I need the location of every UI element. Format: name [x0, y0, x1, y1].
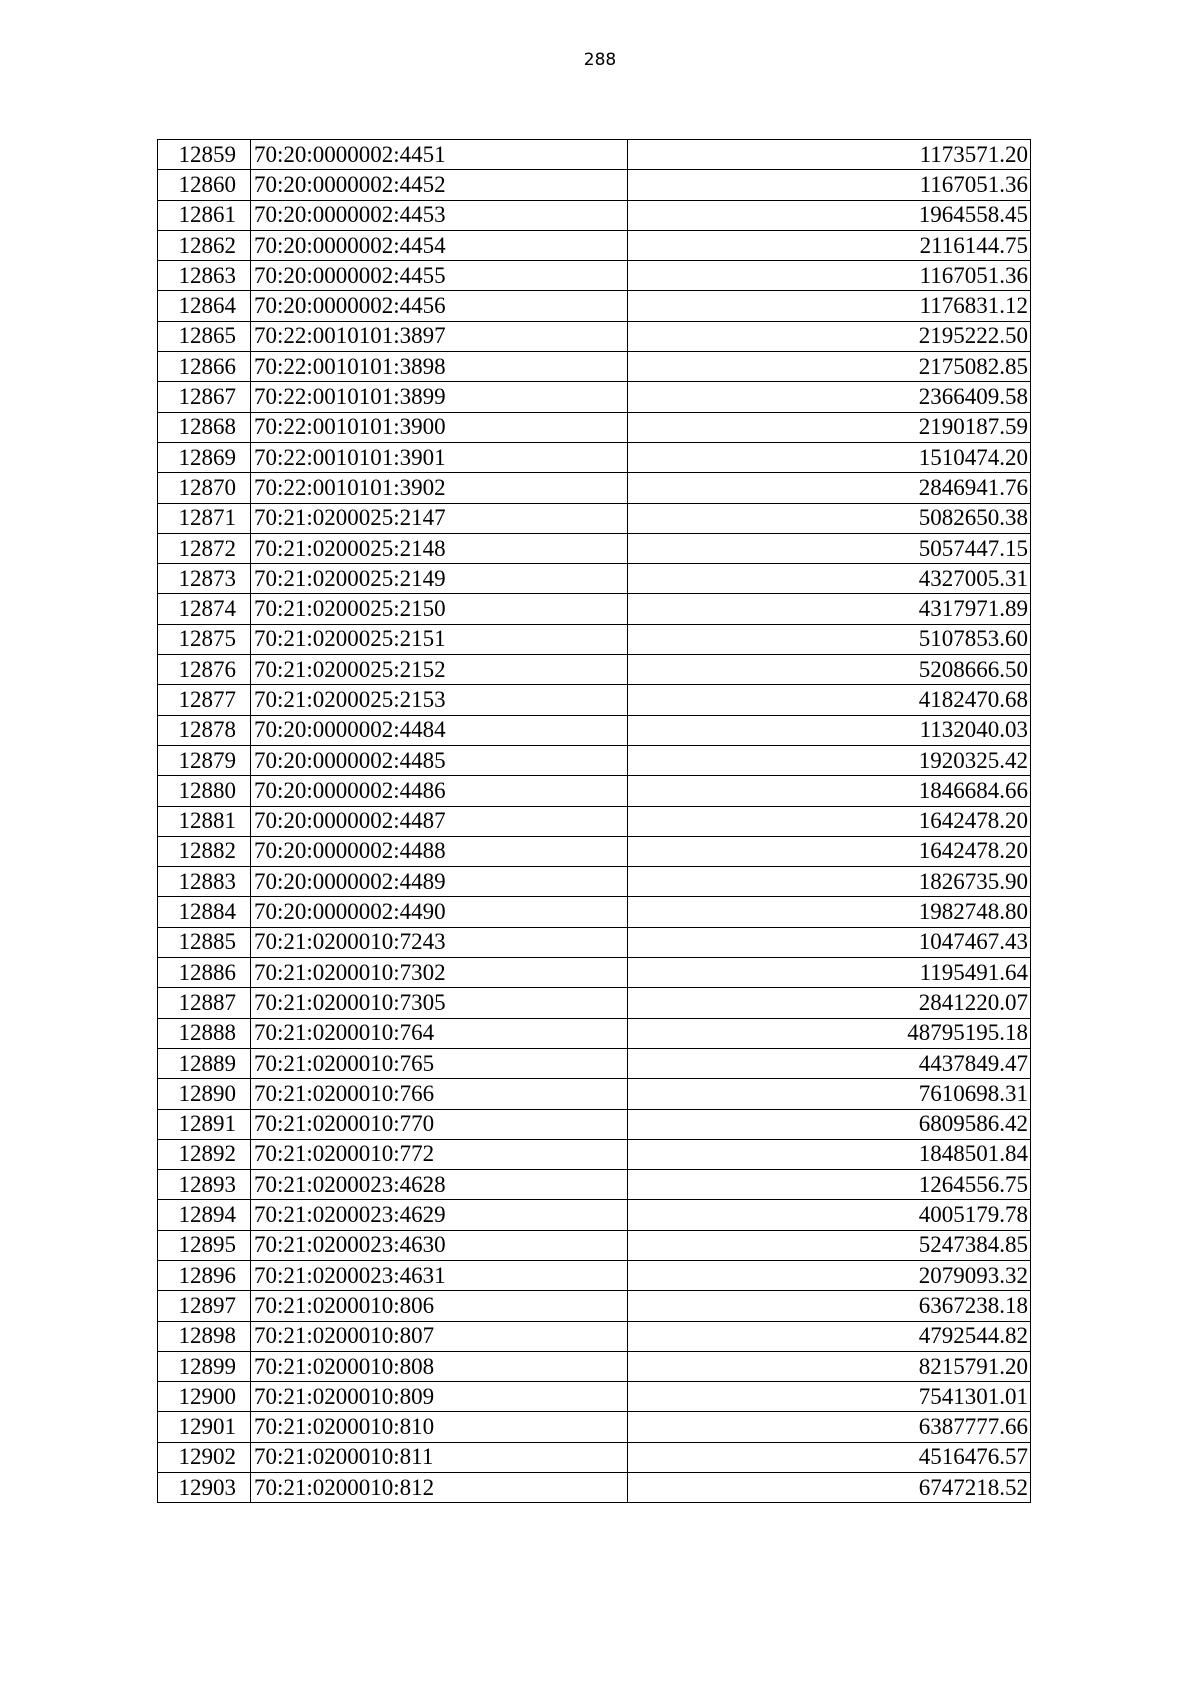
cadastral-value-cell: 4317971.89 [628, 594, 1031, 624]
table-row [158, 230, 1031, 260]
cadastral-value-cell: 1982748.80 [628, 897, 1031, 927]
cadastral-value-cell: 1848501.84 [628, 1139, 1031, 1169]
table-row [158, 685, 1031, 715]
cadastral-value-cell: 6747218.52 [628, 1473, 1031, 1503]
row-number-cell: 12897 [158, 1291, 251, 1321]
table-row [158, 140, 1031, 170]
row-number-cell: 12883 [158, 867, 251, 897]
cadastral-number-cell: 70:21:0200010:7305 [251, 988, 628, 1018]
cadastral-value-cell: 48795195.18 [628, 1018, 1031, 1048]
cadastral-number-cell: 70:21:0200025:2147 [251, 503, 628, 533]
table-row [158, 1048, 1031, 1078]
table-row [158, 321, 1031, 351]
table-row [158, 1321, 1031, 1351]
table-row [158, 1230, 1031, 1260]
cadastral-number-cell: 70:21:0200010:7302 [251, 958, 628, 988]
cadastral-number-cell: 70:21:0200010:810 [251, 1412, 628, 1442]
row-number-cell: 12887 [158, 988, 251, 1018]
row-number-cell: 12867 [158, 382, 251, 412]
cadastral-number-cell: 70:20:0000002:4454 [251, 230, 628, 260]
cadastral-value-cell: 4516476.57 [628, 1442, 1031, 1472]
row-number-cell: 12863 [158, 261, 251, 291]
table-body [158, 140, 1031, 1503]
cadastral-number-cell: 70:20:0000002:4484 [251, 715, 628, 745]
cadastral-number-cell: 70:21:0200023:4631 [251, 1260, 628, 1290]
table-row [158, 988, 1031, 1018]
table-row [158, 958, 1031, 988]
cadastral-number-cell: 70:22:0010101:3901 [251, 442, 628, 472]
row-number-cell: 12889 [158, 1048, 251, 1078]
table-row [158, 170, 1031, 200]
table-row [158, 291, 1031, 321]
cadastral-number-cell: 70:20:0000002:4453 [251, 200, 628, 230]
cadastral-number-cell: 70:20:0000002:4452 [251, 170, 628, 200]
cadastral-value-cell: 4437849.47 [628, 1048, 1031, 1078]
cadastral-number-cell: 70:22:0010101:3897 [251, 321, 628, 351]
cadastral-number-cell: 70:20:0000002:4489 [251, 867, 628, 897]
page-number: 288 [583, 50, 617, 70]
table-row [158, 533, 1031, 563]
cadastral-number-cell: 70:21:0200025:2151 [251, 624, 628, 654]
cadastral-value-cell: 6387777.66 [628, 1412, 1031, 1442]
table-row [158, 624, 1031, 654]
row-number-cell: 12869 [158, 442, 251, 472]
cadastral-number-cell: 70:20:0000002:4451 [251, 140, 628, 170]
cadastral-value-cell: 2079093.32 [628, 1260, 1031, 1290]
cadastral-number-cell: 70:22:0010101:3902 [251, 473, 628, 503]
row-number-cell: 12877 [158, 685, 251, 715]
cadastral-number-cell: 70:20:0000002:4486 [251, 776, 628, 806]
cadastral-value-cell: 7541301.01 [628, 1382, 1031, 1412]
row-number-cell: 12881 [158, 806, 251, 836]
table-row [158, 1442, 1031, 1472]
row-number-cell: 12875 [158, 624, 251, 654]
row-number-cell: 12900 [158, 1382, 251, 1412]
cadastral-value-cell: 1047467.43 [628, 927, 1031, 957]
table-row [158, 200, 1031, 230]
row-number-cell: 12902 [158, 1442, 251, 1472]
table-row [158, 1260, 1031, 1290]
table-row [158, 927, 1031, 957]
table-row [158, 352, 1031, 382]
cadastral-value-cell: 2190187.59 [628, 412, 1031, 442]
row-number-cell: 12895 [158, 1230, 251, 1260]
cadastral-number-cell: 70:21:0200023:4629 [251, 1200, 628, 1230]
cadastral-number-cell: 70:20:0000002:4485 [251, 745, 628, 775]
cadastral-value-table [157, 139, 1031, 1503]
cadastral-value-cell: 4182470.68 [628, 685, 1031, 715]
cadastral-value-cell: 1173571.20 [628, 140, 1031, 170]
cadastral-table-container [157, 139, 1031, 1503]
cadastral-value-cell: 4792544.82 [628, 1321, 1031, 1351]
row-number-cell: 12870 [158, 473, 251, 503]
row-number-cell: 12866 [158, 352, 251, 382]
row-number-cell: 12886 [158, 958, 251, 988]
cadastral-value-cell: 1195491.64 [628, 958, 1031, 988]
row-number-cell: 12872 [158, 533, 251, 563]
cadastral-value-cell: 6367238.18 [628, 1291, 1031, 1321]
cadastral-value-cell: 1264556.75 [628, 1170, 1031, 1200]
cadastral-number-cell: 70:21:0200025:2150 [251, 594, 628, 624]
cadastral-number-cell: 70:21:0200010:812 [251, 1473, 628, 1503]
cadastral-number-cell: 70:20:0000002:4456 [251, 291, 628, 321]
row-number-cell: 12873 [158, 564, 251, 594]
row-number-cell: 12860 [158, 170, 251, 200]
cadastral-number-cell: 70:22:0010101:3899 [251, 382, 628, 412]
row-number-cell: 12874 [158, 594, 251, 624]
row-number-cell: 12876 [158, 655, 251, 685]
table-row [158, 382, 1031, 412]
row-number-cell: 12880 [158, 776, 251, 806]
table-row [158, 745, 1031, 775]
cadastral-number-cell: 70:20:0000002:4455 [251, 261, 628, 291]
cadastral-value-cell: 6809586.42 [628, 1109, 1031, 1139]
row-number-cell: 12890 [158, 1079, 251, 1109]
cadastral-number-cell: 70:21:0200010:766 [251, 1079, 628, 1109]
row-number-cell: 12879 [158, 745, 251, 775]
cadastral-number-cell: 70:21:0200025:2148 [251, 533, 628, 563]
row-number-cell: 12899 [158, 1351, 251, 1381]
table-row [158, 897, 1031, 927]
cadastral-number-cell: 70:21:0200010:807 [251, 1321, 628, 1351]
cadastral-value-cell: 5057447.15 [628, 533, 1031, 563]
row-number-cell: 12865 [158, 321, 251, 351]
cadastral-number-cell: 70:21:0200010:811 [251, 1442, 628, 1472]
table-row [158, 442, 1031, 472]
cadastral-value-cell: 2195222.50 [628, 321, 1031, 351]
row-number-cell: 12864 [158, 291, 251, 321]
row-number-cell: 12888 [158, 1018, 251, 1048]
row-number-cell: 12885 [158, 927, 251, 957]
cadastral-value-cell: 1176831.12 [628, 291, 1031, 321]
cadastral-number-cell: 70:21:0200025:2153 [251, 685, 628, 715]
row-number-cell: 12892 [158, 1139, 251, 1169]
table-row [158, 564, 1031, 594]
cadastral-number-cell: 70:20:0000002:4488 [251, 836, 628, 866]
cadastral-value-cell: 1846684.66 [628, 776, 1031, 806]
table-row [158, 412, 1031, 442]
table-row [158, 655, 1031, 685]
cadastral-value-cell: 2366409.58 [628, 382, 1031, 412]
cadastral-number-cell: 70:21:0200010:806 [251, 1291, 628, 1321]
table-row [158, 1382, 1031, 1412]
table-row [158, 503, 1031, 533]
table-row [158, 776, 1031, 806]
table-row [158, 1473, 1031, 1503]
cadastral-value-cell: 5107853.60 [628, 624, 1031, 654]
table-row [158, 867, 1031, 897]
row-number-cell: 12884 [158, 897, 251, 927]
table-row [158, 1170, 1031, 1200]
row-number-cell: 12871 [158, 503, 251, 533]
cadastral-value-cell: 5082650.38 [628, 503, 1031, 533]
cadastral-value-cell: 1642478.20 [628, 806, 1031, 836]
table-row [158, 473, 1031, 503]
cadastral-number-cell: 70:20:0000002:4490 [251, 897, 628, 927]
cadastral-number-cell: 70:22:0010101:3898 [251, 352, 628, 382]
cadastral-value-cell: 1167051.36 [628, 170, 1031, 200]
cadastral-value-cell: 7610698.31 [628, 1079, 1031, 1109]
row-number-cell: 12868 [158, 412, 251, 442]
cadastral-value-cell: 4005179.78 [628, 1200, 1031, 1230]
table-row [158, 715, 1031, 745]
row-number-cell: 12894 [158, 1200, 251, 1230]
row-number-cell: 12862 [158, 230, 251, 260]
table-row [158, 1139, 1031, 1169]
cadastral-number-cell: 70:21:0200025:2152 [251, 655, 628, 685]
row-number-cell: 12861 [158, 200, 251, 230]
table-row [158, 1018, 1031, 1048]
row-number-cell: 12898 [158, 1321, 251, 1351]
row-number-cell: 12878 [158, 715, 251, 745]
row-number-cell: 12903 [158, 1473, 251, 1503]
cadastral-number-cell: 70:21:0200010:808 [251, 1351, 628, 1381]
cadastral-value-cell: 1510474.20 [628, 442, 1031, 472]
row-number-cell: 12891 [158, 1109, 251, 1139]
cadastral-value-cell: 1964558.45 [628, 200, 1031, 230]
cadastral-value-cell: 2841220.07 [628, 988, 1031, 1018]
table-row [158, 806, 1031, 836]
cadastral-number-cell: 70:21:0200010:7243 [251, 927, 628, 957]
cadastral-value-cell: 5208666.50 [628, 655, 1031, 685]
table-row [158, 1412, 1031, 1442]
row-number-cell: 12896 [158, 1260, 251, 1290]
table-row [158, 1351, 1031, 1381]
cadastral-number-cell: 70:21:0200023:4628 [251, 1170, 628, 1200]
cadastral-number-cell: 70:22:0010101:3900 [251, 412, 628, 442]
cadastral-number-cell: 70:21:0200010:772 [251, 1139, 628, 1169]
cadastral-value-cell: 4327005.31 [628, 564, 1031, 594]
table-row [158, 836, 1031, 866]
cadastral-number-cell: 70:21:0200010:765 [251, 1048, 628, 1078]
cadastral-value-cell: 2846941.76 [628, 473, 1031, 503]
table-row [158, 1109, 1031, 1139]
table-row [158, 594, 1031, 624]
cadastral-value-cell: 1167051.36 [628, 261, 1031, 291]
cadastral-value-cell: 2175082.85 [628, 352, 1031, 382]
cadastral-number-cell: 70:21:0200023:4630 [251, 1230, 628, 1260]
cadastral-value-cell: 1826735.90 [628, 867, 1031, 897]
cadastral-number-cell: 70:21:0200010:809 [251, 1382, 628, 1412]
cadastral-value-cell: 2116144.75 [628, 230, 1031, 260]
table-row [158, 1291, 1031, 1321]
cadastral-value-cell: 1132040.03 [628, 715, 1031, 745]
row-number-cell: 12859 [158, 140, 251, 170]
table-row [158, 1079, 1031, 1109]
cadastral-number-cell: 70:21:0200010:770 [251, 1109, 628, 1139]
cadastral-value-cell: 8215791.20 [628, 1351, 1031, 1381]
row-number-cell: 12882 [158, 836, 251, 866]
cadastral-number-cell: 70:21:0200025:2149 [251, 564, 628, 594]
row-number-cell: 12893 [158, 1170, 251, 1200]
cadastral-number-cell: 70:21:0200010:764 [251, 1018, 628, 1048]
cadastral-value-cell: 1642478.20 [628, 836, 1031, 866]
row-number-cell: 12901 [158, 1412, 251, 1442]
cadastral-number-cell: 70:20:0000002:4487 [251, 806, 628, 836]
cadastral-value-cell: 5247384.85 [628, 1230, 1031, 1260]
table-row [158, 261, 1031, 291]
cadastral-value-cell: 1920325.42 [628, 745, 1031, 775]
table-row [158, 1200, 1031, 1230]
